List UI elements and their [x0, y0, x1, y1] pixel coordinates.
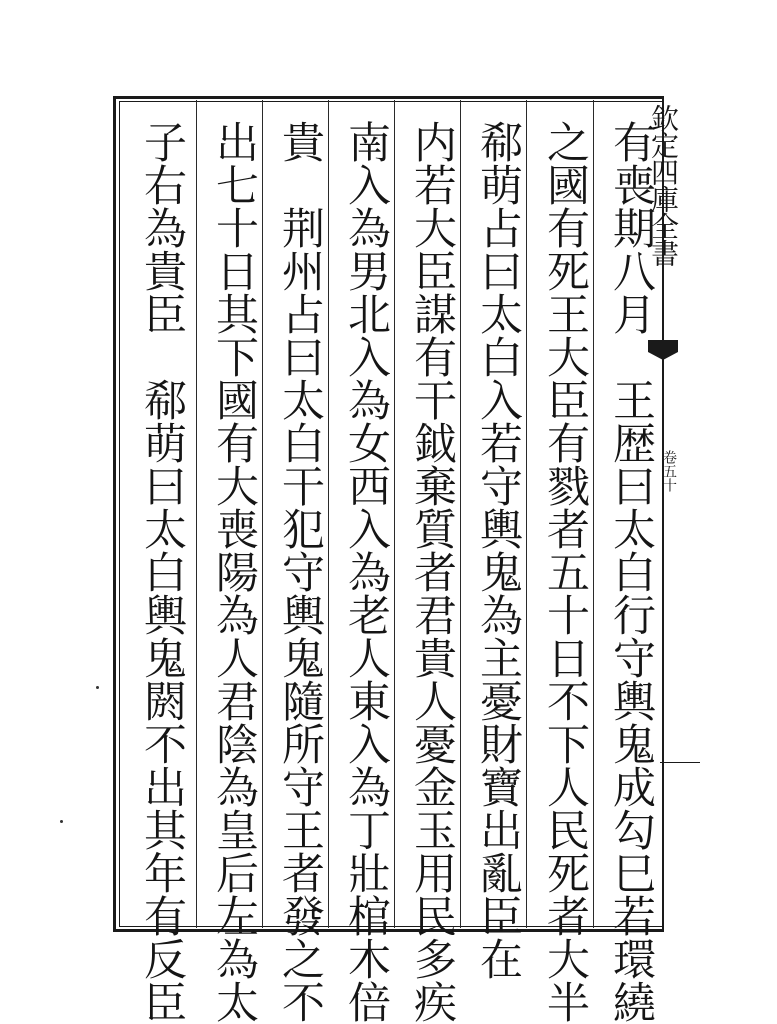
text-column-1: 有喪期八月 王歴曰太白行守輿鬼成勾巳若環繞	[606, 120, 656, 1023]
column-rule	[526, 100, 527, 928]
column-rule	[328, 100, 329, 928]
column-rule	[196, 100, 197, 928]
scan-speck	[60, 820, 63, 823]
text-column-4: 内若大臣謀有干鉞棄質者君貴人憂金玉用民多疾	[407, 120, 457, 1023]
text-column-7: 出七十日其下國有大喪陽為人君陰為皇后左為太	[209, 120, 259, 1023]
margin-tick-line	[660, 762, 700, 763]
margin-book-title: 欽定四庫全書	[647, 104, 680, 266]
column-rule	[460, 100, 461, 928]
margin-volume-number: 卷五十	[661, 450, 677, 492]
text-column-5: 南入為男北入為女西入為老人東入為丁壯棺木倍	[341, 120, 391, 1023]
column-rule	[593, 100, 594, 928]
text-column-2: 之國有死王大臣有戮者五十日不下人民死者大半	[540, 120, 590, 1023]
text-column-8: 子右為貴臣 郗萌曰太白輿鬼閼不出其年有反臣	[137, 120, 187, 1023]
column-rule	[262, 100, 263, 928]
page-border-inner-left	[119, 101, 120, 927]
text-column-3: 郗萌占曰太白入若守輿鬼為主憂財寶出亂臣在	[473, 120, 523, 980]
text-column-6: 貴 荆州占曰太白干犯守輿鬼隨所守王者發之不	[275, 120, 325, 1023]
scan-speck	[96, 686, 99, 689]
column-rule	[394, 100, 395, 928]
